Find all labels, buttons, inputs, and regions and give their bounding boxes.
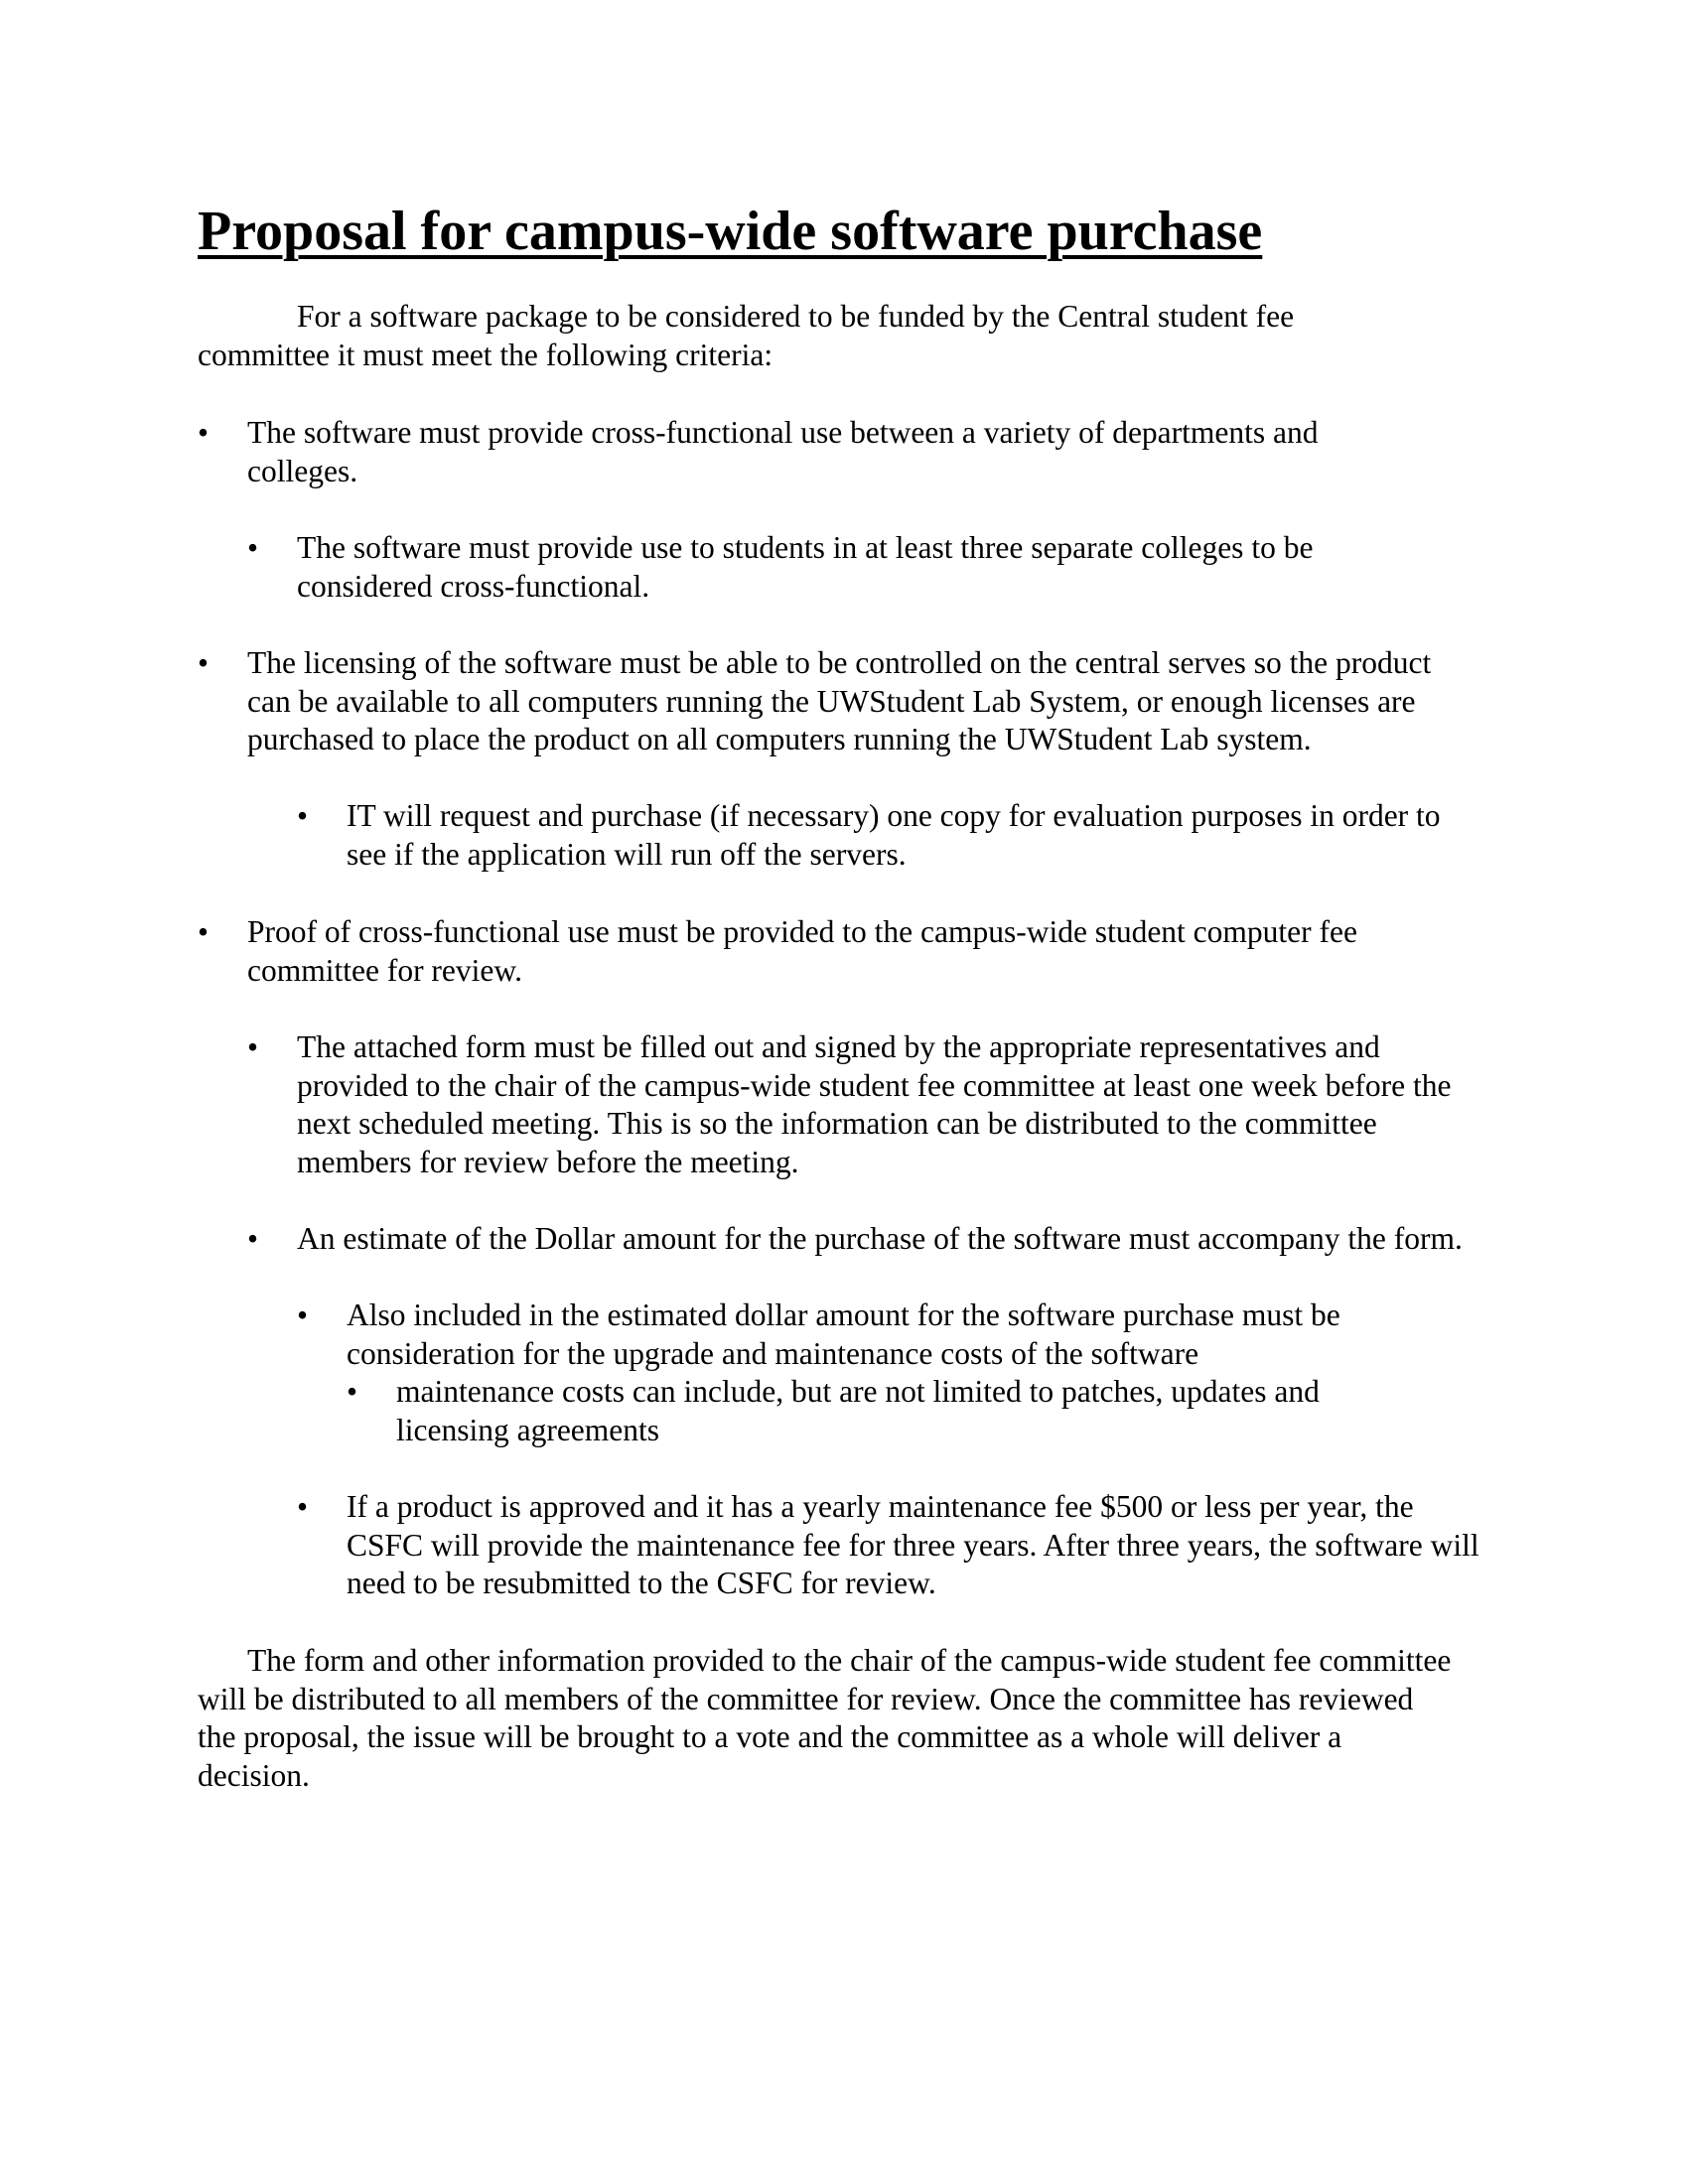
criterion-3-sub-2: An estimate of the Dollar amount for the purchase of the software must accompany the form. <box>297 1221 1463 1256</box>
bullet-icon: • <box>247 530 259 565</box>
criterion-1: The software must provide cross-functional use between a variety of departments and colleges. <box>247 415 1319 488</box>
criterion-2: The licensing of the software must be able to be controlled on the central serves so the product can be available to all computers running the UWStudent Lab System, or enough licenses are purchased to place the product on all computers running the UWStudent Lab system. <box>247 645 1432 756</box>
bullet-icon: • <box>297 798 309 833</box>
bullet-icon: • <box>198 645 210 680</box>
bullet-icon: • <box>347 1374 358 1409</box>
criterion-1-sub-1: The software must provide use to students in at least three separate colleges to be considered cross-functional. <box>297 530 1314 604</box>
bullet-icon: • <box>247 1221 259 1256</box>
criterion-3-sub-2-sub-1-sub-1: maintenance costs can include, but are not limited to patches, updates and licensing agreements <box>396 1374 1320 1447</box>
criterion-2-sub-1: IT will request and purchase (if necessary) one copy for evaluation purposes in order to see if the application will run off the servers. <box>347 798 1441 872</box>
bullet-icon: • <box>247 1029 259 1064</box>
bullet-icon: • <box>198 914 210 949</box>
criterion-3-sub-2-sub-1: Also included in the estimated dollar amount for the software purchase must be consideration for the upgrade and maintenance costs of the software <box>347 1297 1340 1371</box>
intro-paragraph: For a software package to be considered to be funded by the Central student fee committee it must meet the following criteria: <box>198 299 1295 372</box>
bullet-icon: • <box>198 415 210 450</box>
bullet-icon: • <box>297 1489 309 1524</box>
criterion-3-sub-2-sub-2: If a product is approved and it has a yearly maintenance fee $500 or less per year, the CSFC will provide the maintenance fee for three years. After three years, the software will need to be resubmitted to the CSFC for review. <box>347 1489 1479 1600</box>
page-title: Proposal for campus-wide software purchase <box>198 201 1263 262</box>
criterion-3: Proof of cross-functional use must be provided to the campus-wide student computer fee committee for review. <box>247 914 1357 988</box>
closing-paragraph: The form and other information provided to the chair of the campus-wide student fee committee will be distributed to all members of the committee for review. Once the committee has reviewed the proposal, the issue will be brought to a vote and the committee as a whole will deliver a decision. <box>198 1643 1452 1793</box>
criterion-3-sub-1: The attached form must be filled out and signed by the appropriate representatives and provided to the chair of the campus-wide student fee committee at least one week before the next scheduled meeting. This is so the information can be distributed to the committee members for review before the meeting. <box>297 1029 1452 1179</box>
bullet-icon: • <box>297 1297 309 1332</box>
